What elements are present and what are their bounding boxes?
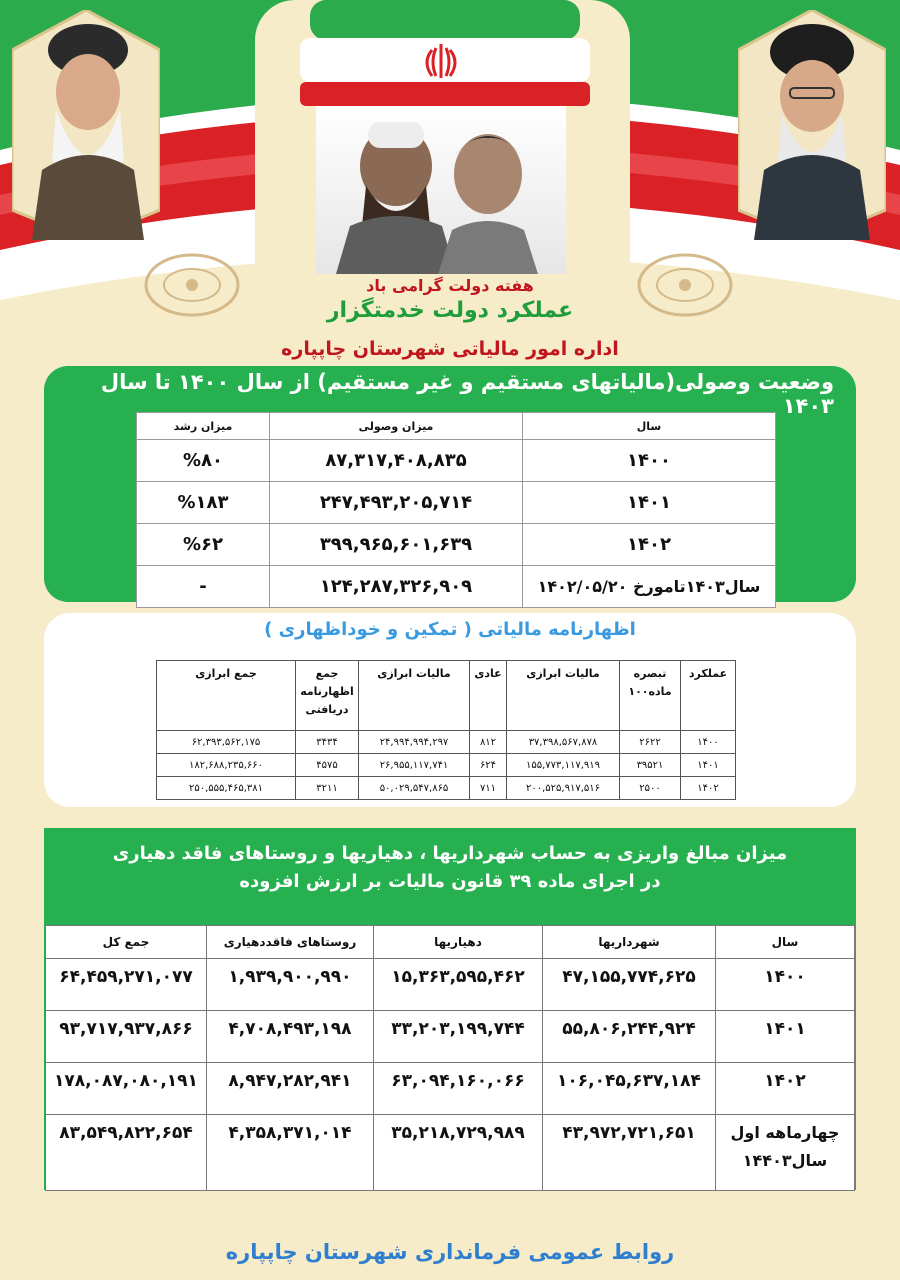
column-header: دهیاریها <box>374 926 543 959</box>
table-cell: ۸۱۲ <box>470 731 507 754</box>
column-header: روستاهای فاقددهیاری <box>207 926 374 959</box>
table-cell: سال۱۴۰۳تامورخ ۱۴۰۲/۰۵/۲۰ <box>523 566 776 608</box>
table-cell: ۲۴۷,۴۹۳,۲۰۵,۷۱۴ <box>270 482 523 524</box>
table-row <box>157 754 736 777</box>
table-row <box>137 482 776 524</box>
column-header-line: ماده۱۰۰ <box>628 685 672 698</box>
table-cell: ۳۹۹,۹۶۵,۶۰۱,۶۳۹ <box>270 524 523 566</box>
column-header <box>620 661 681 731</box>
table-cell: ۱۰۶,۰۴۵,۶۳۷,۱۸۴ <box>543 1063 716 1115</box>
column-header-line: اظهارنامه <box>300 685 354 698</box>
collection-panel <box>44 366 856 602</box>
table-cell: ۲۵۰,۵۵۵,۴۶۵,۳۸۱ <box>157 777 296 800</box>
table-cell: ۸,۹۴۷,۲۸۲,۹۴۱ <box>207 1063 374 1115</box>
column-header <box>296 661 359 731</box>
table-cell: ۱۴۰۱ <box>716 1011 855 1063</box>
table-cell: ۱,۹۳۹,۹۰۰,۹۹۰ <box>207 959 374 1011</box>
table-cell: ۴,۷۰۸,۴۹۳,۱۹۸ <box>207 1011 374 1063</box>
table-cell: ۴۵۷۵ <box>296 754 359 777</box>
table-cell: ۲۶۲۲ <box>620 731 681 754</box>
table-cell: ۱۴۰۰ <box>681 731 736 754</box>
table-cell: ۵۰,۰۲۹,۵۴۷,۸۶۵ <box>359 777 470 800</box>
table-row <box>157 731 736 754</box>
week-greeting: هفته دولت گرامی باد <box>366 276 534 295</box>
column-header-line: دریافتی <box>305 703 349 716</box>
table-row <box>46 1011 855 1063</box>
table-cell: ۴,۳۵۸,۳۷۱,۰۱۴ <box>207 1115 374 1191</box>
table-cell: ۴۳,۹۷۲,۷۲۱,۶۵۱ <box>543 1115 716 1191</box>
table-row <box>137 524 776 566</box>
right-portrait-image <box>738 10 886 240</box>
table-cell: ۶۳,۰۹۴,۱۶۰,۰۶۶ <box>374 1063 543 1115</box>
table-cell: ۷۱۱ <box>470 777 507 800</box>
table-row <box>157 777 736 800</box>
table-cell: ۹۳,۷۱۷,۹۳۷,۸۶۶ <box>46 1011 207 1063</box>
table-cell: ۶۴,۴۵۹,۲۷۱,۰۷۷ <box>46 959 207 1011</box>
table-cell: ۲۵۰۰ <box>620 777 681 800</box>
table-cell: ۱۵۵,۷۷۳,۱۱۷,۹۱۹ <box>507 754 620 777</box>
table-cell: %۸۰ <box>137 440 270 482</box>
table-row <box>46 1063 855 1115</box>
column-header: سال <box>716 926 855 959</box>
table-cell: ۶۲۴ <box>470 754 507 777</box>
table-cell: ۶۲,۳۹۳,۵۶۲,۱۷۵ <box>157 731 296 754</box>
declarations-title: اظهارنامه مالیاتی ( تمکین و خوداظهاری ) <box>264 619 636 640</box>
table-cell: ۲۶,۹۵۵,۱۱۷,۷۴۱ <box>359 754 470 777</box>
table-header-row <box>157 661 736 731</box>
table-cell: ۱۴۰۰ <box>523 440 776 482</box>
deposits-panel <box>44 828 856 1190</box>
office-name: اداره امور مالیاتی شهرستان چاپپاره <box>281 338 619 360</box>
column-header: سال <box>523 413 776 440</box>
table-cell: ۵۵,۸۰۶,۲۴۴,۹۲۴ <box>543 1011 716 1063</box>
table-cell: %۱۸۳ <box>137 482 270 524</box>
declarations-table <box>156 660 736 800</box>
table-cell: ۳۹۵۲۱ <box>620 754 681 777</box>
table-cell: ۱۴۰۲ <box>523 524 776 566</box>
collection-table <box>136 412 776 608</box>
column-header-line: تبصره <box>633 667 667 680</box>
iran-emblem-icon <box>418 40 464 82</box>
column-header-line: جمع <box>315 667 339 680</box>
table-cell: %۶۲ <box>137 524 270 566</box>
table-cell: ۲۰۰,۵۲۵,۹۱۷,۵۱۶ <box>507 777 620 800</box>
table-cell: ۱۷۸,۰۸۷,۰۸۰,۱۹۱ <box>46 1063 207 1115</box>
center-photo <box>316 106 566 274</box>
table-cell: ۳۵,۲۱۸,۷۲۹,۹۸۹ <box>374 1115 543 1191</box>
table-cell: - <box>137 566 270 608</box>
column-header: میزان وصولی <box>270 413 523 440</box>
column-header: مالیات ابرازی <box>359 661 470 731</box>
table-cell: ۴۷,۱۵۵,۷۷۴,۶۲۵ <box>543 959 716 1011</box>
table-cell: ۲۴,۹۹۴,۹۹۴,۲۹۷ <box>359 731 470 754</box>
column-header: شهرداریها <box>543 926 716 959</box>
deposits-title-line: در اجرای ماده ۳۹ قانون مالیات بر ارزش افزوده <box>239 871 661 892</box>
deposits-title-line: میزان مبالغ واریزی به حساب شهرداریها ، دهیاریها و روستاهای فاقد دهیاری <box>112 843 788 864</box>
column-header: جمع ابرازی <box>157 661 296 731</box>
table-cell: ۳۷,۳۹۸,۵۶۷,۸۷۸ <box>507 731 620 754</box>
table-cell: ۸۳,۵۴۹,۸۲۲,۶۵۴ <box>46 1115 207 1191</box>
table-cell: ۱۸۲,۶۸۸,۲۳۵,۶۶۰ <box>157 754 296 777</box>
footer-credit: روابط عمومی فرمانداری شهرستان چاپپاره <box>225 1240 675 1264</box>
collection-title: وضعیت وصولی(مالیاتهای مستقیم و غیر مستقیم) از سال ۱۴۰۰ تا سال ۱۴۰۳ <box>100 370 834 418</box>
table-row <box>46 959 855 1011</box>
left-portrait-image <box>12 10 160 240</box>
deposits-table <box>45 925 855 1191</box>
table-cell: ۳۲۱۱ <box>296 777 359 800</box>
year-line: سال۱۴۴۰۳ <box>742 1151 828 1170</box>
table-cell: ۱۵,۳۶۳,۵۹۵,۴۶۲ <box>374 959 543 1011</box>
table-cell: ۳۳,۲۰۳,۱۹۹,۷۴۴ <box>374 1011 543 1063</box>
table-cell <box>716 1115 855 1191</box>
table-cell: ۱۴۰۲ <box>716 1063 855 1115</box>
declarations-panel <box>44 613 856 807</box>
table-cell: ۸۷,۳۱۷,۴۰۸,۸۳۵ <box>270 440 523 482</box>
table-cell: ۱۴۰۰ <box>716 959 855 1011</box>
table-row <box>46 1115 855 1191</box>
table-header-row <box>137 413 776 440</box>
table-cell: ۱۲۴,۲۸۷,۳۲۶,۹۰۹ <box>270 566 523 608</box>
column-header: مالیات ابرازی <box>507 661 620 731</box>
performance-title: عملکرد دولت خدمتگزار <box>326 298 574 323</box>
column-header: جمع کل <box>46 926 207 959</box>
table-cell: ۱۴۰۱ <box>523 482 776 524</box>
table-row <box>137 440 776 482</box>
table-cell: ۳۴۳۴ <box>296 731 359 754</box>
column-header: عملکرد <box>681 661 736 731</box>
table-cell: ۱۴۰۱ <box>681 754 736 777</box>
deposits-title <box>44 840 856 896</box>
table-header-row <box>46 926 855 959</box>
table-row <box>137 566 776 608</box>
table-cell: ۱۴۰۲ <box>681 777 736 800</box>
column-header: میزان رشد <box>137 413 270 440</box>
column-header: عادی <box>470 661 507 731</box>
year-line: چهارماهه اول <box>730 1123 840 1142</box>
